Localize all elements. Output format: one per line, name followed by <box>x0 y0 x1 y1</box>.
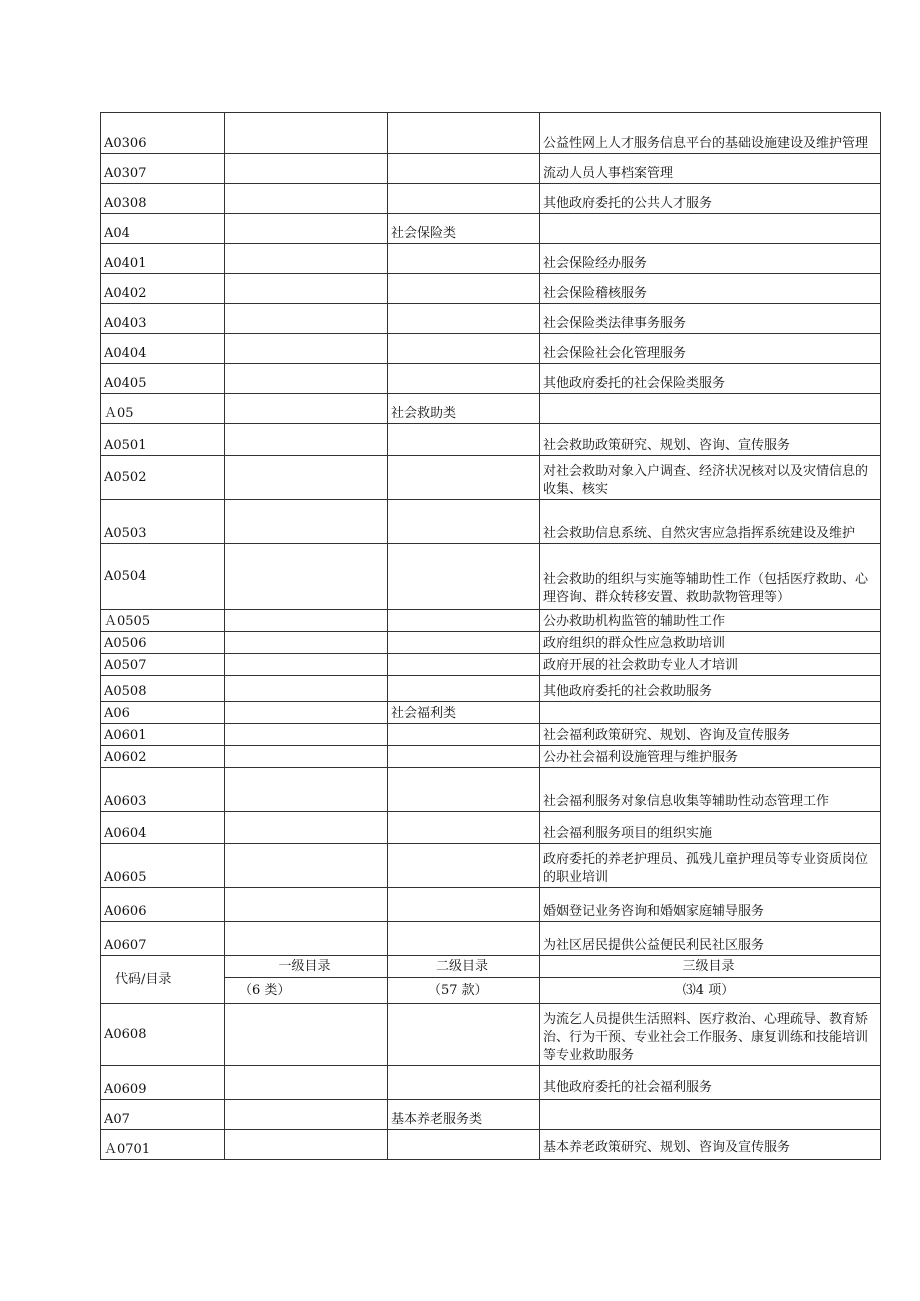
table-row <box>101 702 881 724</box>
row-level2 <box>388 184 540 214</box>
row-level3 <box>540 702 881 724</box>
header-level3-count: ⑶4 项） <box>540 978 881 1004</box>
row-code: A0401 <box>101 244 225 274</box>
table-row <box>101 500 881 544</box>
row-level1 <box>225 922 388 956</box>
row-level3: 为流乞人员提供生活照料、医疗救治、心理疏导、教育矫治、行为干预、专业社会工作服务、康复训练和技能培训等专业救助服务 <box>540 1004 881 1066</box>
row-level2: 社会救助类 <box>388 394 540 424</box>
row-level3: 政府委托的养老护理员、孤残儿童护理员等专业资质岗位的职业培训 <box>540 844 881 888</box>
row-level2 <box>388 746 540 768</box>
table-row <box>101 274 881 304</box>
row-code: A0508 <box>101 676 225 702</box>
row-level3: 社会救助政策研究、规划、咨询、宣传服务 <box>540 424 881 456</box>
row-code: A04 <box>101 214 225 244</box>
row-level1 <box>225 274 388 304</box>
row-level3: 社会福利服务对象信息收集等辅助性动态管理工作 <box>540 768 881 812</box>
row-code: A0609 <box>101 1066 225 1100</box>
table-row <box>101 768 881 812</box>
table-row <box>101 424 881 456</box>
table-row <box>101 154 881 184</box>
row-code: A0506 <box>101 632 225 654</box>
row-code: A0503 <box>101 500 225 544</box>
row-level1 <box>225 154 388 184</box>
header-code-label: 代码/目录 <box>101 956 225 1004</box>
row-level2 <box>388 424 540 456</box>
row-level2 <box>388 844 540 888</box>
row-level3: 社会救助的组织与实施等辅助性工作（包括医疗救助、心理咨询、群众转移安置、救助款物管理等） <box>540 544 881 610</box>
table-row <box>101 610 881 632</box>
table-row <box>101 113 881 154</box>
header-level3-title: 三级目录 <box>540 956 881 978</box>
row-level3: 婚姻登记业务咨询和婚姻家庭辅导服务 <box>540 888 881 922</box>
row-level1 <box>225 844 388 888</box>
row-level1 <box>225 610 388 632</box>
table-row <box>101 654 881 676</box>
row-level2 <box>388 812 540 844</box>
row-code: A0405 <box>101 364 225 394</box>
table-row <box>101 632 881 654</box>
row-level3 <box>540 214 881 244</box>
row-level1 <box>225 1004 388 1066</box>
row-level3: 流动人员人事档案管理 <box>540 154 881 184</box>
row-level2 <box>388 676 540 702</box>
row-code: A0501 <box>101 424 225 456</box>
row-level1 <box>225 544 388 610</box>
row-level3: 社会保险稽核服务 <box>540 274 881 304</box>
row-level2 <box>388 922 540 956</box>
row-code: A0403 <box>101 304 225 334</box>
row-code: A0603 <box>101 768 225 812</box>
row-level2: 社会福利类 <box>388 702 540 724</box>
table-row <box>101 676 881 702</box>
row-code: A06 <box>101 702 225 724</box>
row-level2 <box>388 888 540 922</box>
row-level1 <box>225 724 388 746</box>
row-level2 <box>388 1066 540 1100</box>
service-catalog-table <box>100 112 881 1160</box>
row-level1 <box>225 1100 388 1130</box>
row-level2 <box>388 456 540 500</box>
row-code: A0607 <box>101 922 225 956</box>
row-level3: 其他政府委托的社会福利服务 <box>540 1066 881 1100</box>
row-level2 <box>388 654 540 676</box>
row-level2 <box>388 113 540 154</box>
row-level1 <box>225 888 388 922</box>
row-level3: 对社会救助对象入户调查、经济状况核对以及灾情信息的收集、核实 <box>540 456 881 500</box>
table-row <box>101 844 881 888</box>
row-level1 <box>225 364 388 394</box>
row-level3 <box>540 1100 881 1130</box>
row-level3: 政府开展的社会救助专业人才培训 <box>540 654 881 676</box>
table-row <box>101 1004 881 1066</box>
table-row <box>101 812 881 844</box>
row-level1 <box>225 424 388 456</box>
row-code: A0308 <box>101 184 225 214</box>
row-level3: 社会救助信息系统、自然灾害应急指挥系统建设及维护 <box>540 500 881 544</box>
row-code: A0402 <box>101 274 225 304</box>
row-code: A0306 <box>101 113 225 154</box>
table-row <box>101 304 881 334</box>
table-row <box>101 334 881 364</box>
header-level2-count: （57 款） <box>388 978 540 1004</box>
row-code: A0504 <box>101 544 225 610</box>
row-level2 <box>388 500 540 544</box>
header-row-titles <box>101 956 881 978</box>
row-level1 <box>225 214 388 244</box>
row-level2 <box>388 304 540 334</box>
row-level3: 政府组织的群众性应急救助培训 <box>540 632 881 654</box>
table-row <box>101 394 881 424</box>
row-code: A0605 <box>101 844 225 888</box>
table-row <box>101 724 881 746</box>
row-level3: 公办社会福利设施管理与维护服务 <box>540 746 881 768</box>
row-level1 <box>225 768 388 812</box>
row-level3: 基本养老政策研究、规划、咨询及宣传服务 <box>540 1130 881 1160</box>
row-level3: 其他政府委托的公共人才服务 <box>540 184 881 214</box>
row-code: A0606 <box>101 888 225 922</box>
row-level3: 社会福利政策研究、规划、咨询及宣传服务 <box>540 724 881 746</box>
row-level1 <box>225 812 388 844</box>
table-row <box>101 364 881 394</box>
row-code: A0502 <box>101 456 225 500</box>
row-code: A0602 <box>101 746 225 768</box>
row-level2 <box>388 632 540 654</box>
row-code: A0608 <box>101 1004 225 1066</box>
row-level2 <box>388 244 540 274</box>
row-level2 <box>388 1004 540 1066</box>
row-code: Ａ05 <box>101 394 225 424</box>
row-level3: 社会保险经办服务 <box>540 244 881 274</box>
row-level2 <box>388 154 540 184</box>
row-level2 <box>388 768 540 812</box>
row-level2: 社会保险类 <box>388 214 540 244</box>
row-level1 <box>225 500 388 544</box>
row-level2 <box>388 724 540 746</box>
row-level1 <box>225 244 388 274</box>
row-code: A0507 <box>101 654 225 676</box>
row-level1 <box>225 676 388 702</box>
catalog-header <box>101 956 881 1004</box>
table-row <box>101 244 881 274</box>
table-row <box>101 888 881 922</box>
header-level1-count: （6 类） <box>225 978 388 1004</box>
row-level2 <box>388 274 540 304</box>
row-level2 <box>388 334 540 364</box>
row-level3 <box>540 394 881 424</box>
row-level2 <box>388 610 540 632</box>
table-row <box>101 214 881 244</box>
header-level2-title: 二级目录 <box>388 956 540 978</box>
row-level1 <box>225 394 388 424</box>
row-level2 <box>388 1130 540 1160</box>
row-level3: 其他政府委托的社会救助服务 <box>540 676 881 702</box>
table-row <box>101 1130 881 1160</box>
row-level3: 其他政府委托的社会保险类服务 <box>540 364 881 394</box>
catalog-body-bottom <box>101 1004 881 1160</box>
row-level2: 基本养老服务类 <box>388 1100 540 1130</box>
table-row <box>101 1066 881 1100</box>
header-level1-title: 一级目录 <box>225 956 388 978</box>
row-code: A0307 <box>101 154 225 184</box>
row-level3: 社会福利服务项目的组织实施 <box>540 812 881 844</box>
row-level1 <box>225 702 388 724</box>
row-code: A0604 <box>101 812 225 844</box>
row-level1 <box>225 1066 388 1100</box>
row-level1 <box>225 334 388 364</box>
row-code: Ａ0505 <box>101 610 225 632</box>
table-row <box>101 544 881 610</box>
row-level1 <box>225 456 388 500</box>
row-code: A07 <box>101 1100 225 1130</box>
row-code: A0404 <box>101 334 225 364</box>
row-level3: 公办救助机构监管的辅助性工作 <box>540 610 881 632</box>
row-level2 <box>388 364 540 394</box>
row-level2 <box>388 544 540 610</box>
row-level3: 社会保险社会化管理服务 <box>540 334 881 364</box>
row-level3: 公益性网上人才服务信息平台的基础设施建设及维护管理 <box>540 113 881 154</box>
catalog-body-top <box>101 113 881 956</box>
row-code: A0601 <box>101 724 225 746</box>
table-row <box>101 922 881 956</box>
row-level1 <box>225 746 388 768</box>
table-row <box>101 746 881 768</box>
row-level3: 为社区居民提供公益便民利民社区服务 <box>540 922 881 956</box>
table-row <box>101 184 881 214</box>
row-level1 <box>225 1130 388 1160</box>
row-level1 <box>225 113 388 154</box>
row-level1 <box>225 632 388 654</box>
row-level3: 社会保险类法律事务服务 <box>540 304 881 334</box>
table-row <box>101 456 881 500</box>
table-row <box>101 1100 881 1130</box>
row-level1 <box>225 654 388 676</box>
row-level1 <box>225 184 388 214</box>
row-code: Ａ0701 <box>101 1130 225 1160</box>
row-level1 <box>225 304 388 334</box>
